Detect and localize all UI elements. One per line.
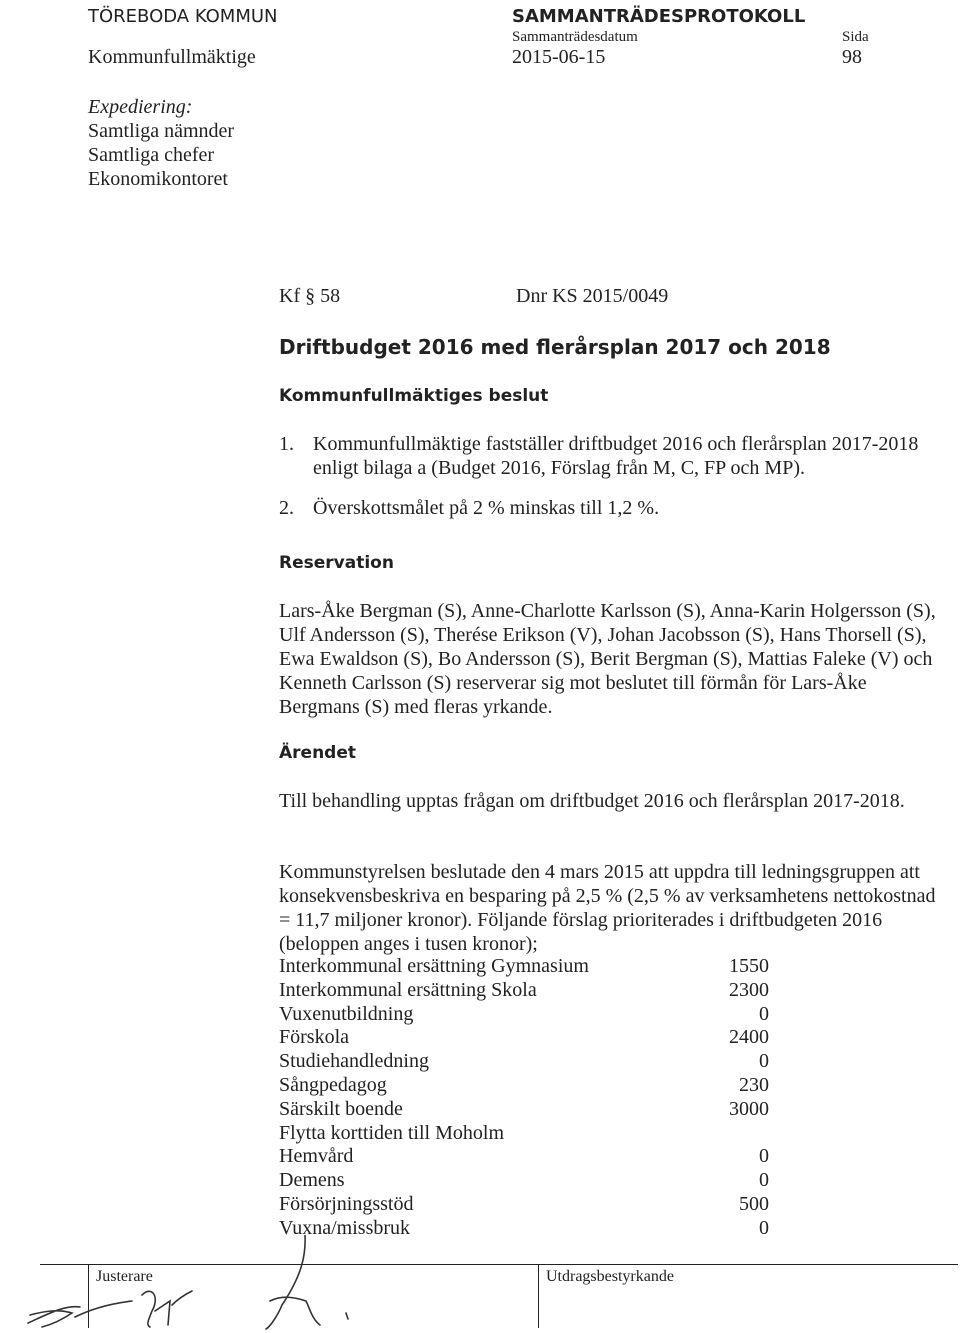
budget-value: 2400 <box>729 1026 769 1049</box>
budget-row <box>279 1074 769 1098</box>
budget-value: 1550 <box>729 955 769 977</box>
meeting-date: 2015-06-15 <box>512 46 606 68</box>
budget-label: Flytta korttiden till Moholm <box>279 1121 504 1144</box>
decision-heading: Kommunfullmäktiges beslut <box>279 386 549 406</box>
arendet-paragraph: Kommunstyrelsen beslutade den 4 mars 2015 att uppdra till ledningsgruppen att konsekvensbeskriva en besparing på 2,5 % (2,5 % av verksamhetens nettokostnad = 11,7 miljoner kronor). Följande förslag prioriterades i driftbudgeten 2016 (beloppen anges i tusen kronor); <box>279 861 936 955</box>
budget-row <box>279 1193 769 1217</box>
budget-label: Sångpedagog <box>279 1073 387 1096</box>
budget-label: Interkommunal ersättning Skola <box>279 978 537 1001</box>
justerare-label: Justerare <box>96 1268 153 1285</box>
handwritten-signatures <box>20 1235 380 1330</box>
budget-label: Förskola <box>279 1026 349 1049</box>
recipient: Ekonomikontoret <box>88 168 228 190</box>
budget-value: 0 <box>759 1216 769 1239</box>
body-name: Kommunfullmäktige <box>88 46 256 68</box>
date-label: Sammanträdesdatum <box>512 29 638 45</box>
budget-row <box>279 979 769 1003</box>
arendet-paragraph: Till behandling upptas frågan om driftbudget 2016 och flerårsplan 2017-2018. <box>279 790 905 812</box>
budget-row <box>279 1026 769 1050</box>
utdragsbestyrkande-label: Utdragsbestyrkande <box>546 1268 674 1285</box>
budget-label: Vuxna/missbruk <box>279 1216 411 1239</box>
budget-label: Försörjningsstöd <box>279 1192 414 1215</box>
budget-row <box>279 1122 769 1146</box>
organization-name: TÖREBODA KOMMUN <box>88 6 278 27</box>
decision-text: Kommunfullmäktige fastställer driftbudget 2016 och flerårsplan 2017-2018 enligt bilaga a (Budget 2016, Förslag från M, C, FP och MP). <box>313 433 919 479</box>
budget-label: Demens <box>279 1169 345 1192</box>
budget-row <box>279 955 769 979</box>
paragraph-number: Kf § 58 <box>279 285 341 307</box>
protocol-title: SAMMANTRÄDESPROTOKOLL <box>512 6 806 27</box>
budget-value: 500 <box>739 1192 769 1215</box>
budget-label: Vuxenutbildning <box>279 1002 414 1025</box>
decision-number: 1. <box>279 433 294 455</box>
budget-value: 3000 <box>729 1097 769 1120</box>
expediering-block <box>88 95 234 191</box>
diary-number: Dnr KS 2015/0049 <box>516 285 669 307</box>
budget-value: 2300 <box>729 978 769 1001</box>
footer-divider <box>538 1264 539 1328</box>
budget-row <box>279 1003 769 1027</box>
expediering-label: Expediering: <box>88 96 193 118</box>
budget-value: 0 <box>759 1002 769 1025</box>
budget-value: 230 <box>739 1073 769 1096</box>
budget-value: 0 <box>759 1050 769 1073</box>
reservation-text: Lars-Åke Bergman (S), Anne-Charlotte Karlsson (S), Anna-Karin Holgersson (S), Ulf Andersson (S), Therése Erikson (V), Johan Jacobsson (S), Hans Thorsell (S), Ewa Ewaldson (S), Bo Andersson (S), Berit Bergman (S), Mattias Faleke (V) och Kenneth Carlsson (S) reserverar sig mot beslutet till förmån för Lars-Åke Bergmans (S) med fleras yrkande. <box>279 600 936 718</box>
decision-number: 2. <box>279 497 294 519</box>
budget-label: Särskilt boende <box>279 1097 403 1120</box>
page-number: 98 <box>842 46 862 68</box>
budget-value <box>689 1122 769 1146</box>
budget-row <box>279 1169 769 1193</box>
decision-text: Överskottsmålet på 2 % minskas till 1,2 %. <box>313 497 660 519</box>
budget-label: Hemvård <box>279 1145 354 1168</box>
decision-item <box>279 432 939 480</box>
decision-list <box>279 432 939 536</box>
reservation-heading: Reservation <box>279 553 394 573</box>
budget-value: 0 <box>759 1169 769 1192</box>
budget-value: 0 <box>759 1145 769 1168</box>
budget-label: Interkommunal ersättning Gymnasium <box>279 955 589 977</box>
budget-list <box>279 955 769 1241</box>
budget-label: Studiehandledning <box>279 1050 429 1073</box>
recipient: Samtliga chefer <box>88 144 215 166</box>
budget-row <box>279 1050 769 1074</box>
case-title: Driftbudget 2016 med flerårsplan 2017 och 2018 <box>279 335 831 359</box>
page-label: Sida <box>842 29 869 45</box>
decision-item <box>279 496 939 520</box>
budget-row <box>279 1098 769 1122</box>
budget-row <box>279 1145 769 1169</box>
arendet-heading: Ärendet <box>279 743 356 763</box>
recipient: Samtliga nämnder <box>88 120 235 142</box>
